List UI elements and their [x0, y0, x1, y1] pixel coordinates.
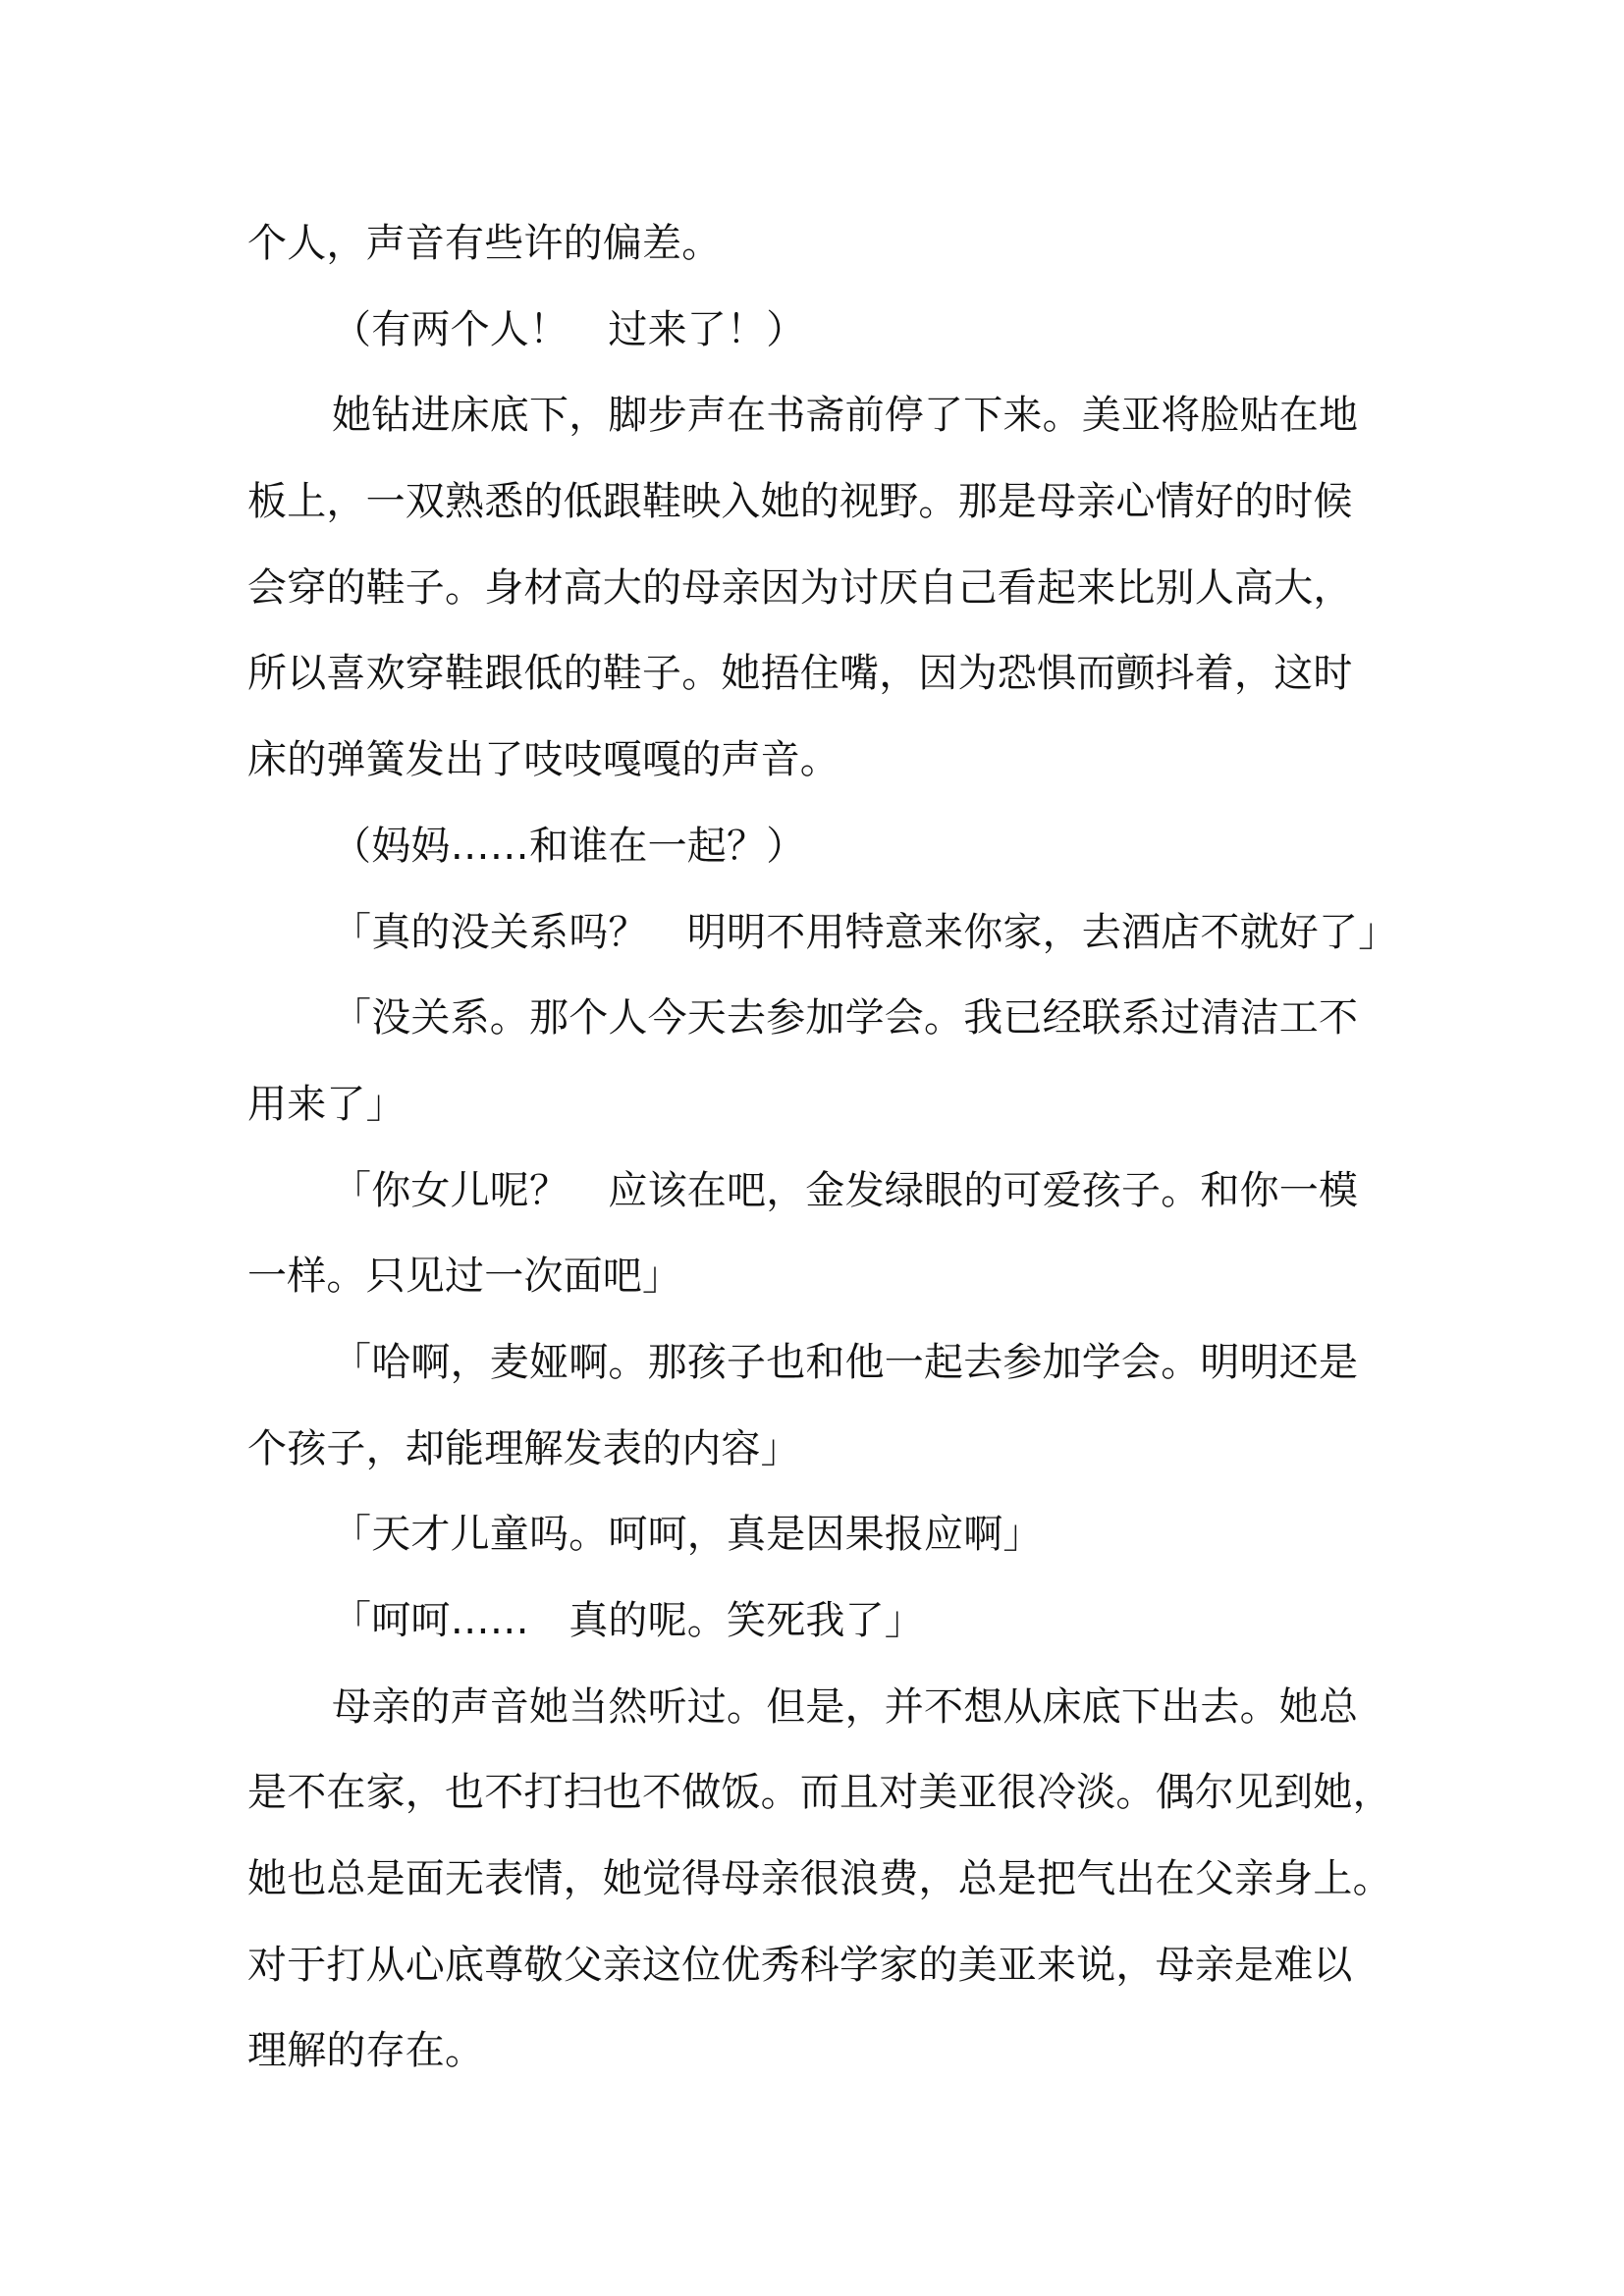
- text-line-22: 理解的存在。: [247, 2028, 485, 2074]
- body-text: [247, 214, 1396, 2108]
- text-line-3: 她钻进床底下，脚步声在书斋前停了下来。美亚将脸贴在地: [332, 393, 1359, 439]
- text-line-7: 床的弹簧发出了吱吱嘎嘎的声音。: [247, 737, 839, 783]
- text-line-8: （妈妈……和谁在一起？）: [332, 823, 806, 869]
- text-line-6: 所以喜欢穿鞋跟低的鞋子。她捂住嘴，因为恐惧而颤抖着，这时: [247, 651, 1353, 697]
- text-line-21: 对于打从心底尊敬父亲这位优秀科学家的美亚来说，母亲是难以: [247, 1942, 1353, 1988]
- text-line-16: 「天才儿童吗。呵呵，真是因果报应啊」: [332, 1512, 1043, 1558]
- text-line-20: 她也总是面无表情，她觉得母亲很浪费，总是把气出在父亲身上。: [247, 1856, 1392, 1902]
- text-line-1: 个人，声音有些许的偏差。: [247, 221, 722, 266]
- text-line-17: 「呵呵…… 真的呢。笑死我了」: [332, 1598, 924, 1643]
- text-line-4: 板上，一双熟悉的低跟鞋映入她的视野。那是母亲心情好的时候: [247, 479, 1353, 525]
- text-line-15: 个孩子，却能理解发表的内容」: [247, 1425, 800, 1471]
- text-line-12: 「你女儿呢？ 应该在吧，金发绿眼的可爱孩子。和你一模: [332, 1167, 1359, 1213]
- text-line-5: 会穿的鞋子。身材高大的母亲因为讨厌自己看起来比别人高大，: [247, 564, 1353, 611]
- text-line-19: 是不在家，也不打扫也不做饭。而且对美亚很冷淡。偶尔见到她，: [247, 1770, 1392, 1816]
- text-line-13: 一样。只见过一次面吧」: [247, 1254, 682, 1300]
- text-line-18: 母亲的声音她当然听过。但是，并不想从床底下出去。她总: [332, 1683, 1359, 1730]
- text-line-10: 「没关系。那个人今天去参加学会。我已经联系过清洁工不: [332, 995, 1359, 1041]
- text-line-9: 「真的没关系吗？ 明明不用特意来你家，去酒店不就好了」: [332, 909, 1398, 955]
- text-line-14: 「哈啊，麦娅啊。那孩子也和他一起去参加学会。明明还是: [332, 1339, 1359, 1385]
- text-line-11: 用来了」: [247, 1081, 406, 1127]
- text-line-2: （有两个人！ 过来了！）: [332, 306, 806, 352]
